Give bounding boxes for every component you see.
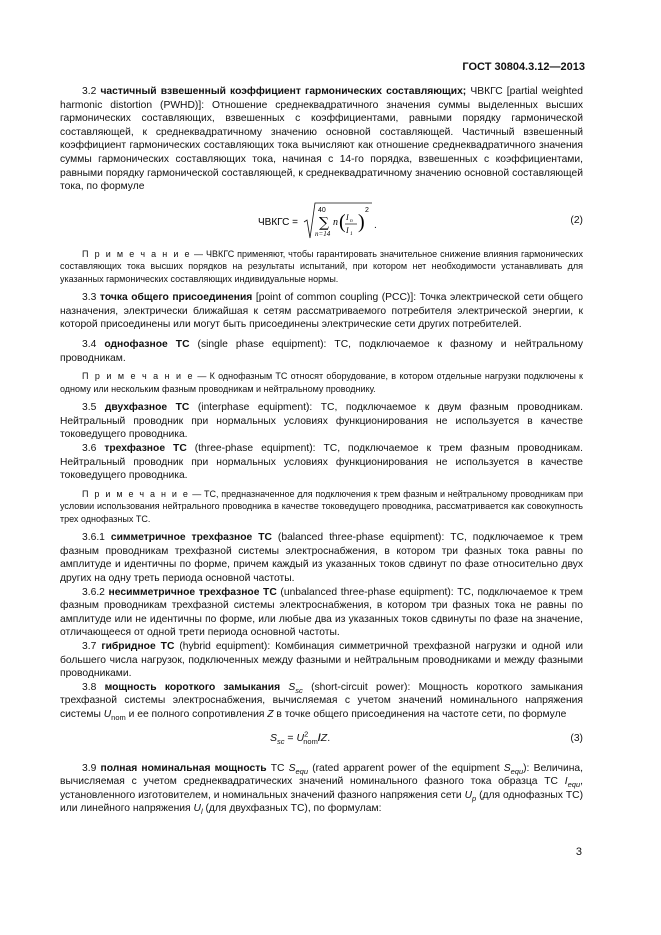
symbol-Ul-sub: l <box>200 807 203 817</box>
clause-term: гибридное ТС <box>101 641 175 653</box>
symbol-S: S <box>288 681 296 693</box>
paren-left: ( <box>339 210 346 233</box>
symbol-Up-sub: p <box>472 793 477 803</box>
clause-term: двухфазное ТС <box>104 402 190 414</box>
var-In-sub: n <box>350 217 353 224</box>
clause-number: 3.4 <box>82 339 97 351</box>
clause-text: ЧВКГС [partial weighted harmonic distortion (PWHD)]: Отношение среднеквадратичного значения суммы выделенных высших гармонических составляющих, взвешенных с коэффициентами, равными порядку гармонической составляющей, к среднеквадратичному значению основной составляющей. Частичный взвешенный коэффициент гармонических составляющих тока вычисляют как отношение среднеквадратичного значения суммы гармонических составляющих тока, начиная с 14-го порядка, взвешенных с коэффициентами, равными порядку гармонической составляющей, к среднеквадратичному значению основной составляющей тока, по формуле <box>60 86 583 193</box>
formula-lhs: ЧВКГС = <box>258 216 298 228</box>
clause-text: и ее полного сопротивления <box>125 709 268 720</box>
sigma-icon: ∑ <box>319 214 329 231</box>
var-In: I <box>346 212 349 222</box>
paren-right: ) <box>358 210 365 233</box>
formula-3 <box>60 728 583 756</box>
symbol-I: I <box>564 776 568 788</box>
clause-3-6-2 <box>60 586 583 640</box>
formula-3-expression: $S_{sc} = U^2_{nom}/Z$. <box>270 729 331 746</box>
document-body <box>60 85 583 816</box>
formula-number: (3) <box>570 732 583 744</box>
formula-2 <box>60 200 583 242</box>
clause-text: (interphase equipment): ТС, подключаемое к двум фазным проводникам. Нейтральный проводник при нормальных условиях функционирования не используется в качестве токоведущего проводника. <box>60 402 583 441</box>
sum-lower: n=14 <box>315 229 331 238</box>
note-label: П р и м е ч а н и е <box>82 371 195 382</box>
formula-2-expression <box>258 200 378 242</box>
clause-term: полная номинальная мощность <box>100 762 267 774</box>
clause-number: 3.6.2 <box>82 586 105 598</box>
clause-term: несимметричное трехфазное ТС <box>108 586 277 598</box>
clause-text: (single phase equipment): ТС, подключаемое к фазному и нейтральному проводникам. <box>60 339 583 364</box>
symbol-Z: Z <box>267 709 274 720</box>
note-text: — К однофазным ТС относят оборудование, в котором отдельные нагрузки подключены к одному или нескольким фазным проводникам и нейтральному проводнику. <box>60 371 583 394</box>
clause-text: (three-phase equipment): ТС, подключаемое к трем фазным проводникам. Нейтральный проводник при нормальных условиях функционирования не используется в качестве токоведущего проводника. <box>60 443 583 482</box>
var-I1: I <box>346 225 349 235</box>
clause-term: однофазное ТС <box>104 339 190 351</box>
clause-3-6-1 <box>60 531 583 585</box>
note-2 <box>60 370 583 395</box>
symbol-I-sub: equ <box>567 780 581 790</box>
clause-3-7 <box>60 640 583 681</box>
clause-text: (unbalanced three-phase equipment): ТС, подключаемое к трем фазным проводникам трехфазной системы электроснабжения, в котором три фазных тока не равны по амплитуде или не идентичны по форме, или любые два из указанных токов сдвинуты по фазе на значение, отличающееся от одной трети периода основной частоты. <box>60 586 584 639</box>
symbol-U-sub: nom <box>111 713 126 723</box>
symbol-S: S <box>288 762 296 774</box>
clause-3-2 <box>60 85 583 194</box>
clause-number: 3.6.1 <box>82 532 105 544</box>
clause-text: [point of common coupling (PCC)]: Точка электрической сети общего назначения, электрически ближайшая к сетям рассматриваемого потребителя электрической энергии, к которой присоединены или могут быть присоединены электрические сети других потребителей. <box>60 292 583 331</box>
clause-text: (для двухфазных ТС), по формулам: <box>202 803 382 815</box>
clause-3-3 <box>60 291 583 332</box>
clause-number: 3.8 <box>82 681 97 693</box>
note-1 <box>60 248 583 286</box>
symbol-S: S <box>503 762 511 774</box>
clause-term: симметричное трехфазное ТС <box>110 532 272 544</box>
clause-term: точка общего присоединения <box>99 292 253 304</box>
clause-number: 3.7 <box>82 641 97 653</box>
exponent: 2 <box>365 206 369 214</box>
clause-3-4 <box>60 338 583 365</box>
note-label: П р и м е ч а н и е <box>82 248 192 259</box>
page-number: 3 <box>575 846 582 858</box>
clause-3-8 <box>60 681 583 722</box>
note-label: П р и м е ч а н и е <box>82 488 190 499</box>
clause-term: частичный взвешенный коэффициент гармонических составляющих; <box>100 86 467 97</box>
clause-3-5 <box>60 401 583 442</box>
note-3 <box>60 488 583 526</box>
formula-number: (2) <box>570 214 583 226</box>
clause-number: 3.9 <box>82 762 97 774</box>
clause-3-9 <box>60 762 583 816</box>
note-text: — ТС, предназначенное для подключения к трем фазным и нейтральному проводникам при условии использования нейтрального проводника в качестве токоведущего проводника, рассматривается как совокупность трех однофазных ТС. <box>60 488 583 524</box>
sum-upper: 40 <box>318 206 326 214</box>
var-I1-sub: 1 <box>350 230 353 237</box>
symbol-U: U <box>103 709 112 720</box>
clause-text: (balanced three-phase equipment): ТС, подключаемое к трем фазным проводникам трехфазной системы электроснабжения, в котором три фазных тока равны по амплитуде и идентичны по форме, причем каждый из указанных токов сдвинут по фазе относительно двух других на одну треть периода основной частоты. <box>60 532 584 585</box>
clause-text: , установленного изготовителем, и номинальных значений фазного напряжения сети <box>60 776 583 801</box>
document-id: ГОСТ 30804.3.12—2013 <box>462 61 585 73</box>
symbol-Up: U <box>464 789 473 801</box>
clause-term: трехфазное ТС <box>104 443 187 454</box>
clause-text: ): Величина, вычисляемая с учетом среднеквадратических значений номинального фазного тока образца ТС <box>60 762 583 788</box>
clause-text: (для однофазных ТС) или линейного напряжения <box>60 789 583 815</box>
clause-text: (short-circuit power): Мощность короткого замыкания трехфазной системы электроснабжения, вычисляемая с учетом значений номинального напряжения системы <box>60 681 583 720</box>
var-n: n <box>333 216 338 228</box>
symbol-S-sub: equ <box>510 766 524 776</box>
symbol-S-sub: sc <box>295 685 303 695</box>
symbol-Ul: U <box>193 803 201 815</box>
symbol-S-sub: equ <box>295 766 309 776</box>
note-text: — ЧВКГС применяют, чтобы гарантировать значительное снижение влияния гармонических составляющих тока высших порядков на результаты испытаний, при котором нет необходимости устанавливать для указанных гармонических составляющих индивидуальные нормы. <box>60 248 583 284</box>
clause-text: (hybrid equipment): Комбинация симметричной трехфазной нагрузки и одной или большего числа нагрузок, подключенных между фазными и нейтральным проводниками и между фазными проводниками. <box>60 641 583 680</box>
clause-number: 3.2 <box>82 86 97 97</box>
clause-text: (rated apparent power of the equipment <box>308 762 504 774</box>
clause-number: 3.5 <box>82 402 97 414</box>
clause-3-6 <box>60 442 583 483</box>
clause-text: в точке общего присоединения на частоте сети, по формуле <box>273 709 567 720</box>
clause-number: 3.6 <box>82 443 97 454</box>
clause-text: ТС <box>266 762 289 774</box>
clause-number: 3.3 <box>82 292 97 304</box>
clause-term: мощность короткого замыкания <box>104 681 281 693</box>
svg-text:.: . <box>374 219 377 231</box>
